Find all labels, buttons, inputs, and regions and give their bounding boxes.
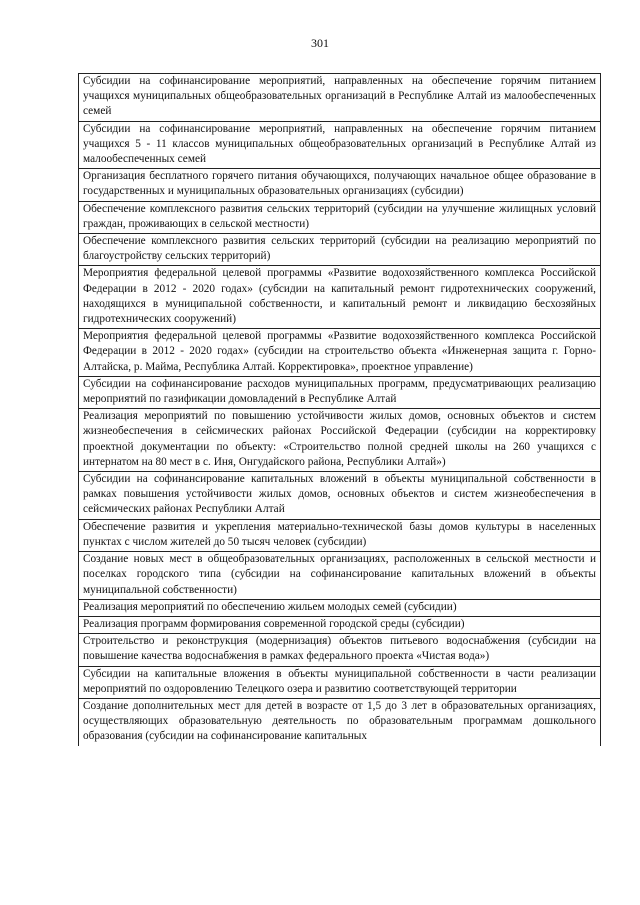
table-row [79, 599, 601, 616]
table-row [79, 698, 601, 745]
table-row [79, 552, 601, 600]
table-row [79, 634, 601, 666]
table-cell: Субсидии на софинансирование капитальных вложений в объекты муниципальной собственности в рамках повышения устойчивости жилых домов, основных объектов и систем жизнеобеспечения в сейсмических районах Республики Алтай [79, 472, 601, 520]
table-cell: Реализация мероприятий по повышению устойчивости жилых домов, основных объектов и систем жизнеобеспечения в сейсмических районах Российской Федерации (субсидии на корректировку проектной документации по объекту: «Строительство полной средней школы на 260 учащихся с интернатом на 80 мест в с. Иня, Онгудайского района, Республики Алтай») [79, 409, 601, 472]
table-row [79, 519, 601, 551]
table-row [79, 266, 601, 329]
table-cell: Обеспечение комплексного развития сельских территорий (субсидии на улучшение жилищных условий граждан, проживающих в сельской местности) [79, 201, 601, 233]
table-row [79, 74, 601, 122]
table-cell: Обеспечение комплексного развития сельских территорий (субсидии на реализацию мероприятий по благоустройству сельских территорий) [79, 234, 601, 266]
page-number: 301 [311, 36, 329, 50]
table-row [79, 472, 601, 520]
table-cell: Мероприятия федеральной целевой программы «Развитие водохозяйственного комплекса Российской Федерации в 2012 - 2020 годах» (субсидии на капитальный ремонт гидротехнических сооружений, находящихся в муниципальной собственности, и капитальный ремонт и ликвидацию бесхозяйных гидротехнических сооружений) [79, 266, 601, 329]
table-row [79, 329, 601, 377]
table-row [79, 201, 601, 233]
subsidy-table [78, 73, 601, 746]
table-row [79, 666, 601, 698]
table-cell: Мероприятия федеральной целевой программы «Развитие водохозяйственного комплекса Российской Федерации в 2012 - 2020 годах» (субсидии на строительство объекта «Инженерная защита г. Горно-Алтайска, р. Майма, Республика Алтай. Корректировка», проектное управление) [79, 329, 601, 377]
table-row [79, 616, 601, 633]
table-cell: Субсидии на софинансирование расходов муниципальных программ, предусматривающих реализацию мероприятий по газификации домовладений в Республике Алтай [79, 376, 601, 408]
table-cell: Субсидии на капитальные вложения в объекты муниципальной собственности в части реализации мероприятий по оздоровлению Телецкого озера и развитию соответствующей территории [79, 666, 601, 698]
table-cell: Субсидии на софинансирование мероприятий, направленных на обеспечение горячим питанием учащихся муниципальных общеобразовательных организаций в Республике Алтай из малообеспеченных семей [79, 74, 601, 122]
table-row [79, 376, 601, 408]
table-cell: Реализация мероприятий по обеспечению жильем молодых семей (субсидии) [79, 599, 601, 616]
table-cell: Обеспечение развития и укрепления материально-технической базы домов культуры в населенных пунктах с числом жителей до 50 тысяч человек (субсидии) [79, 519, 601, 551]
table-row [79, 234, 601, 266]
table-row [79, 169, 601, 201]
table-row [79, 121, 601, 169]
table-cell: Создание новых мест в общеобразовательных организациях, расположенных в сельской местности и поселках городского типа (субсидии на софинансирование капитальных вложений в объекты муниципальной собственности) [79, 552, 601, 600]
table-row [79, 409, 601, 472]
table-cell: Реализация программ формирования современной городской среды (субсидии) [79, 616, 601, 633]
table-cell: Создание дополнительных мест для детей в возрасте от 1,5 до 3 лет в образовательных организациях, осуществляющих образовательную деятельность по образовательным программам дошкольного образования (субсидии на софинансирование капитальных [79, 698, 601, 745]
table-cell: Субсидии на софинансирование мероприятий, направленных на обеспечение горячим питанием учащихся 5 - 11 классов муниципальных общеобразовательных организаций в Республике Алтай из малообеспеченных семей [79, 121, 601, 169]
table-cell: Организация бесплатного горячего питания обучающихся, получающих начальное общее образование в государственных и муниципальных образовательных организациях (субсидии) [79, 169, 601, 201]
table-cell: Строительство и реконструкция (модернизация) объектов питьевого водоснабжения (субсидии на повышение качества водоснабжения в рамках федерального проекта «Чистая вода») [79, 634, 601, 666]
